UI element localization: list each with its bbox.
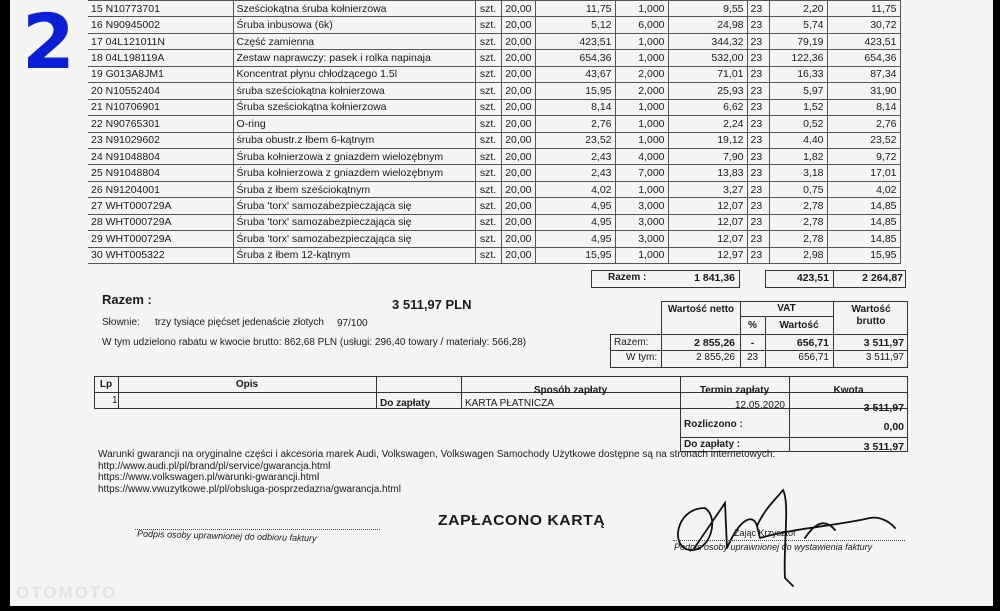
- items-table: [88, 0, 901, 264]
- item-vat: 2,78: [769, 214, 827, 230]
- item-qty: 6,000: [615, 17, 668, 33]
- item-price: 2,76: [535, 116, 615, 132]
- table-row: [88, 66, 900, 82]
- item-vat: 1,52: [769, 99, 827, 115]
- item-vat-rate: 20,00: [501, 33, 535, 49]
- item-lp: 29: [91, 232, 103, 245]
- item-unit: szt.: [475, 247, 501, 263]
- item-code: WHT000729A: [105, 216, 172, 229]
- item-vat: 2,78: [769, 198, 827, 214]
- item-vat-rate: 20,00: [501, 66, 535, 82]
- vat-header-net: Wartość netto: [667, 304, 735, 315]
- item-vat-rate: 20,00: [501, 1, 535, 17]
- item-net: 19,12: [668, 132, 747, 148]
- item-unit: szt.: [475, 165, 501, 181]
- item-vat-pct: 23: [747, 66, 769, 82]
- item-code: N91048804: [105, 150, 160, 163]
- item-lp: 23: [91, 134, 103, 147]
- item-net: 2,24: [668, 116, 747, 132]
- item-lp-code: [88, 1, 233, 17]
- item-qty: 1,000: [615, 50, 668, 66]
- item-code: N91204001: [105, 183, 160, 196]
- item-lp-code: [88, 214, 233, 230]
- to-pay-amount: 3 511,97: [863, 441, 904, 453]
- item-code: 04L198119A: [105, 52, 165, 65]
- item-name: Śruba 'torx' samozabezpieczająca się: [233, 198, 475, 214]
- vat-row-in-net: 2 855,26: [696, 352, 735, 363]
- item-code: G013A8JM1: [105, 68, 164, 81]
- item-qty: 2,000: [615, 83, 668, 99]
- item-gross: 423,51: [827, 33, 900, 49]
- item-code: N91048804: [105, 167, 160, 180]
- item-qty: 4,000: [615, 148, 668, 164]
- item-unit: szt.: [475, 1, 501, 17]
- item-unit: szt.: [475, 231, 501, 247]
- item-lp-code: [88, 17, 233, 33]
- item-vat-pct: 23: [747, 83, 769, 99]
- item-code: N91029602: [105, 134, 160, 147]
- warranty-link-volkswagen[interactable]: https://www.volkswagen.pl/warunki-gwarancji.html: [98, 472, 320, 483]
- vat-row-in-gross: 3 511,97: [865, 352, 904, 363]
- item-qty: 1,000: [615, 33, 668, 49]
- item-lp-code: [88, 83, 233, 99]
- words-label: Słownie:: [102, 317, 140, 328]
- vat-row-total-gross: 3 511,97: [863, 337, 904, 349]
- item-price: 11,75: [535, 1, 615, 17]
- item-gross: 14,85: [827, 231, 900, 247]
- payment-amount: 3 511,97: [863, 402, 904, 414]
- item-code: N10706901: [105, 101, 160, 114]
- summary-label: Razem :: [102, 292, 152, 307]
- item-lp-code: [88, 198, 233, 214]
- page-number: 2: [22, 0, 75, 86]
- item-price: 654,36: [535, 50, 615, 66]
- payment-header-due: Termin zapłaty: [699, 385, 770, 396]
- payment-header-desc: Opis: [235, 379, 259, 390]
- amount-fraction: 97/100: [337, 318, 368, 329]
- page-total-label: Razem :: [608, 272, 647, 283]
- payment-header-method: Sposób zapłaty: [533, 385, 608, 396]
- table-row: [88, 181, 900, 197]
- item-net: 12,07: [668, 214, 747, 230]
- item-qty: 2,000: [615, 66, 668, 82]
- item-vat: 1,82: [769, 148, 827, 164]
- item-vat-pct: 23: [747, 198, 769, 214]
- item-unit: szt.: [475, 50, 501, 66]
- item-qty: 1,000: [615, 132, 668, 148]
- item-vat-rate: 20,00: [501, 132, 535, 148]
- warranty-intro: Warunki gwarancji na oryginalne części i akcesoria marek Audi, Volkswagen, Volkswagen Samochody Użytkowe dostępne są na stronach internetowych:: [98, 449, 776, 460]
- item-net: 3,27: [668, 181, 747, 197]
- vat-header-gross: Wartość brutto: [851, 304, 891, 327]
- item-lp-code: [88, 116, 233, 132]
- item-vat-pct: 23: [747, 214, 769, 230]
- item-vat-rate: 20,00: [501, 214, 535, 230]
- item-code: N10552404: [105, 84, 160, 97]
- item-code: N90945002: [105, 19, 160, 32]
- item-unit: szt.: [475, 148, 501, 164]
- item-name: Zestaw naprawczy: pasek i rolka napinaja: [233, 50, 475, 66]
- item-price: 43,67: [535, 66, 615, 82]
- payment-header-lp: Lp: [99, 379, 113, 390]
- item-unit: szt.: [475, 17, 501, 33]
- item-lp: 21: [91, 101, 103, 114]
- item-gross: 87,34: [827, 66, 900, 82]
- item-price: 4,95: [535, 214, 615, 230]
- warranty-link-vwuzytkowe[interactable]: https://www.vwuzytkowe.pl/pl/obsluga-posprzedazna/gwarancja.html: [98, 483, 401, 495]
- item-gross: 4,02: [827, 181, 900, 197]
- item-name: Śruba kołnierzowa z gniazdem wielozębnym: [233, 165, 475, 181]
- vat-row-total-pct: -: [750, 337, 755, 349]
- vat-header-value: Wartość: [779, 320, 819, 331]
- table-row: [88, 148, 900, 164]
- item-lp-code: [88, 148, 233, 164]
- item-gross: 2,76: [827, 116, 900, 132]
- table-row: [88, 17, 900, 33]
- item-name: Śruba z łbem sześciokątnym: [233, 181, 475, 197]
- item-name: Koncentrat płynu chłodzącego 1.5l: [233, 66, 475, 82]
- item-gross: 30,72: [827, 17, 900, 33]
- vat-row-in-pct: 23: [746, 352, 759, 363]
- item-gross: 17,01: [827, 165, 900, 181]
- item-lp: 16: [91, 19, 103, 32]
- item-vat-pct: 23: [747, 33, 769, 49]
- item-lp: 25: [91, 167, 103, 180]
- item-qty: 7,000: [615, 165, 668, 181]
- item-code: WHT005322: [105, 249, 165, 262]
- item-vat: 79,19: [769, 33, 827, 49]
- item-lp: 22: [91, 117, 103, 130]
- item-gross: 8,14: [827, 99, 900, 115]
- item-qty: 1,000: [615, 181, 668, 197]
- item-vat-rate: 20,00: [501, 50, 535, 66]
- item-vat-rate: 20,00: [501, 165, 535, 181]
- item-vat-rate: 20,00: [501, 116, 535, 132]
- item-vat: 16,33: [769, 66, 827, 82]
- vat-row-total-label: Razem:: [614, 337, 649, 348]
- item-lp: 26: [91, 183, 103, 196]
- vat-row-in-label: W tym:: [626, 352, 658, 363]
- item-vat: 4,40: [769, 132, 827, 148]
- item-lp: 28: [91, 216, 103, 229]
- table-row: [88, 99, 900, 115]
- item-qty: 1,000: [615, 1, 668, 17]
- item-name: Śruba 'torx' samozabezpieczająca się: [233, 214, 475, 230]
- item-name: Śruba kołnierzowa z gniazdem wielozębnym: [233, 148, 475, 164]
- table-row: [88, 33, 900, 49]
- item-lp-code: [88, 132, 233, 148]
- page-total-gross: 2 264,87: [862, 272, 903, 284]
- table-row: [88, 231, 900, 247]
- item-lp: 20: [91, 84, 103, 97]
- item-vat-pct: 23: [747, 181, 769, 197]
- item-net: 12,07: [668, 198, 747, 214]
- item-lp: 17: [91, 35, 103, 48]
- item-name: Sześciokątna śruba kołnierzowa: [233, 1, 475, 17]
- item-price: 15,95: [535, 83, 615, 99]
- payment-lp: 1: [112, 395, 118, 406]
- item-code: N90765301: [105, 117, 160, 130]
- item-lp-code: [88, 66, 233, 82]
- item-lp-code: [88, 50, 233, 66]
- table-row: [88, 214, 900, 230]
- item-gross: 654,36: [827, 50, 900, 66]
- warranty-link-audi[interactable]: http://www.audi.pl/pl/brand/pl/service/gwarancja.html: [98, 460, 331, 472]
- item-vat: 0,75: [769, 181, 827, 197]
- item-code: WHT000729A: [105, 199, 172, 212]
- item-price: 8,14: [535, 99, 615, 115]
- item-gross: 14,85: [827, 214, 900, 230]
- table-row: [88, 116, 900, 132]
- item-vat: 3,18: [769, 165, 827, 181]
- item-name: O-ring: [233, 116, 475, 132]
- item-lp: 27: [91, 199, 103, 212]
- item-unit: szt.: [475, 83, 501, 99]
- payment-method: KARTA PŁATNICZA: [465, 398, 554, 409]
- item-gross: 15,95: [827, 247, 900, 263]
- payment-header-amount: Kwota: [833, 385, 864, 396]
- item-name: Część zamienna: [233, 33, 475, 49]
- item-unit: szt.: [475, 132, 501, 148]
- item-price: 23,52: [535, 132, 615, 148]
- item-net: 9,55: [668, 1, 747, 17]
- item-code: N10773701: [105, 2, 160, 15]
- item-net: 12,97: [668, 247, 747, 263]
- item-price: 4,95: [535, 198, 615, 214]
- item-lp-code: [88, 181, 233, 197]
- item-vat-pct: 23: [747, 148, 769, 164]
- item-vat-rate: 20,00: [501, 247, 535, 263]
- item-qty: 1,000: [615, 247, 668, 263]
- item-gross: 9,72: [827, 148, 900, 164]
- item-price: 423,51: [535, 33, 615, 49]
- item-unit: szt.: [475, 198, 501, 214]
- item-vat-rate: 20,00: [501, 17, 535, 33]
- item-price: 4,95: [535, 231, 615, 247]
- item-net: 344,32: [668, 33, 747, 49]
- item-vat-rate: 20,00: [501, 181, 535, 197]
- settled-amount: 0,00: [883, 421, 904, 433]
- item-qty: 3,000: [615, 214, 668, 230]
- item-unit: szt.: [475, 66, 501, 82]
- item-unit: szt.: [475, 99, 501, 115]
- table-row: [88, 50, 900, 66]
- item-net: 7,90: [668, 148, 747, 164]
- item-name: śruba sześciokątna kołnierzowa: [233, 83, 475, 99]
- item-net: 6,62: [668, 99, 747, 115]
- item-vat-pct: 23: [747, 165, 769, 181]
- item-vat-pct: 23: [747, 99, 769, 115]
- item-name: śruba obustr.z łbem 6-kątnym: [233, 132, 475, 148]
- item-code: 04L121011N: [105, 35, 165, 48]
- item-vat: 122,36: [769, 50, 827, 66]
- payment-due-date: 12.05.2020: [734, 400, 785, 411]
- item-price: 4,02: [535, 181, 615, 197]
- item-vat-pct: 23: [747, 116, 769, 132]
- item-lp-code: [88, 99, 233, 115]
- paid-by-card-stamp: ZAPŁACONO KARTĄ: [438, 512, 606, 529]
- item-unit: szt.: [475, 214, 501, 230]
- item-vat: 2,78: [769, 231, 827, 247]
- item-vat: 5,97: [769, 83, 827, 99]
- item-vat: 5,74: [769, 17, 827, 33]
- issuer-signature-caption: Podpis osoby uprawnionej do wystawienia faktury: [674, 542, 873, 552]
- item-vat-rate: 20,00: [501, 231, 535, 247]
- item-vat-rate: 20,00: [501, 198, 535, 214]
- item-lp-code: [88, 231, 233, 247]
- table-row: [88, 83, 900, 99]
- item-unit: szt.: [475, 33, 501, 49]
- item-lp: 19: [91, 68, 103, 81]
- item-net: 24,98: [668, 17, 747, 33]
- item-vat-rate: 20,00: [501, 83, 535, 99]
- item-code: WHT000729A: [105, 232, 172, 245]
- vat-row-in-vat: 656,71: [798, 352, 829, 363]
- payment-desc: Do zapłaty: [380, 398, 431, 409]
- table-row: [88, 132, 900, 148]
- vat-header-pct: %: [748, 320, 757, 331]
- item-qty: 3,000: [615, 231, 668, 247]
- invoice-page: [10, 0, 993, 606]
- summary-amount: 3 511,97 PLN: [392, 297, 472, 312]
- item-lp-code: [88, 33, 233, 49]
- item-vat-rate: 20,00: [501, 99, 535, 115]
- item-net: 12,07: [668, 231, 747, 247]
- item-vat: 2,20: [769, 1, 827, 17]
- item-lp: 15: [91, 2, 103, 15]
- item-gross: 11,75: [827, 1, 900, 17]
- table-row: [88, 165, 900, 181]
- item-qty: 1,000: [615, 99, 668, 115]
- item-vat-pct: 23: [747, 247, 769, 263]
- item-vat-pct: 23: [747, 17, 769, 33]
- item-lp: 24: [91, 150, 103, 163]
- settled-label: Rozliczono :: [684, 419, 743, 430]
- receiver-signature-caption: Podpis osoby uprawnionej do odbioru faktury: [136, 528, 317, 544]
- to-pay-label: Do zapłaty :: [684, 439, 741, 450]
- item-price: 5,12: [535, 17, 615, 33]
- item-vat-pct: 23: [747, 231, 769, 247]
- item-qty: 3,000: [615, 198, 668, 214]
- item-gross: 31,90: [827, 83, 900, 99]
- item-vat-pct: 23: [747, 132, 769, 148]
- item-gross: 23,52: [827, 132, 900, 148]
- vat-row-total-vat: 656,71: [796, 337, 829, 349]
- item-name: Śruba z łbem 12-kątnym: [233, 247, 475, 263]
- page-total-net: 1 841,36: [694, 272, 735, 284]
- issuer-name: Zając Krzysztof: [734, 528, 796, 538]
- item-lp-code: [88, 165, 233, 181]
- table-row: [88, 1, 900, 17]
- item-unit: szt.: [475, 181, 501, 197]
- item-vat-pct: 23: [747, 50, 769, 66]
- item-price: 2,43: [535, 148, 615, 164]
- table-row: [88, 247, 900, 263]
- vat-row-total-net: 2 855,26: [694, 337, 735, 349]
- watermark: OTOMOTO: [16, 583, 118, 602]
- item-vat-pct: 23: [747, 1, 769, 17]
- item-unit: szt.: [475, 116, 501, 132]
- item-name: Śruba inbusowa (6k): [233, 17, 475, 33]
- item-qty: 1,000: [615, 116, 668, 132]
- item-lp: 18: [91, 52, 103, 65]
- item-price: 15,95: [535, 247, 615, 263]
- item-vat: 2,98: [769, 247, 827, 263]
- item-price: 2,43: [535, 165, 615, 181]
- item-net: 532,00: [668, 50, 747, 66]
- vat-header-vat: VAT: [777, 303, 796, 314]
- page-total-vat: 423,51: [796, 272, 829, 284]
- table-row: [88, 198, 900, 214]
- item-net: 25,93: [668, 83, 747, 99]
- item-name: Śruba sześciokątna kołnierzowa: [233, 99, 475, 115]
- item-vat-rate: 20,00: [501, 148, 535, 164]
- item-net: 71,01: [668, 66, 747, 82]
- amount-in-words: trzy tysiące pięćset jedenaście złotych: [155, 317, 324, 328]
- item-gross: 14,85: [827, 198, 900, 214]
- item-lp: 30: [91, 249, 103, 262]
- item-name: Śruba 'torx' samozabezpieczająca się: [233, 231, 475, 247]
- item-net: 13,83: [668, 165, 747, 181]
- item-lp-code: [88, 247, 233, 263]
- item-vat: 0,52: [769, 116, 827, 132]
- discount-text: W tym udzielono rabatu w kwocie brutto: 862,68 PLN (usługi: 296,40 towary / materiały: 566,28): [102, 337, 527, 348]
